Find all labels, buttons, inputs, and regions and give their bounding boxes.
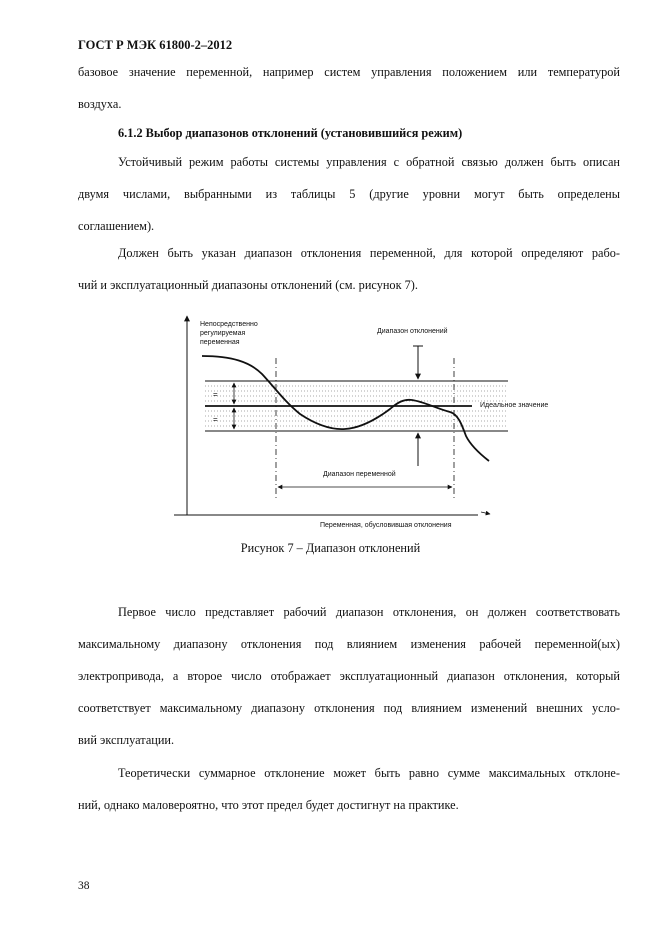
ideal-value-label: Идеальное значение bbox=[480, 402, 549, 409]
equal-mark: = bbox=[213, 390, 218, 399]
page-number: 38 bbox=[78, 880, 90, 892]
document-header: ГОСТ Р МЭК 61800-2–2012 bbox=[78, 38, 233, 52]
text-line: соглашением). bbox=[78, 219, 155, 233]
text-line: двумя числами, выбранными из таблицы 5 (другие уровни могут быть определены bbox=[78, 187, 620, 201]
text-line: Должен быть указан диапазон отклонения переменной, для которой определяют рабо- bbox=[118, 246, 620, 260]
x-axis-arrow bbox=[481, 512, 490, 514]
text-line: Теоретически суммарное отклонение может быть равно сумме максимальных отклоне- bbox=[118, 766, 620, 780]
paragraph-theoretical bbox=[78, 757, 620, 821]
controlled-variable-curve bbox=[202, 356, 489, 461]
text-line: чий и эксплуатационный диапазоны отклонений (см. рисунок 7). bbox=[78, 278, 418, 292]
text-line: вий эксплуатации. bbox=[78, 733, 175, 747]
paragraph-first-number bbox=[78, 596, 620, 756]
figure-caption: Рисунок 7 – Диапазон отклонений bbox=[240, 541, 421, 555]
variable-range-label: Диапазон переменной bbox=[323, 471, 396, 478]
text-line: Устойчивый режим работы системы управления с обратной связью должен быть описан bbox=[118, 155, 620, 169]
y-axis-label-line: переменная bbox=[200, 339, 240, 346]
x-axis-label: Переменная, обусловившая отклонения bbox=[320, 522, 452, 529]
deviation-range-label: Диапазон отклонений bbox=[377, 328, 448, 335]
text-line: электропривода, а второе число отображает эксплуатационный диапазон отклонения, который bbox=[78, 669, 620, 683]
text-line: базовое значение переменной, например систем управления положением или температурой bbox=[78, 65, 620, 79]
y-axis-label-line: регулируемая bbox=[200, 330, 246, 337]
y-axis-label-line: Непосредственно bbox=[200, 321, 258, 328]
section-title: 6.1.2 Выбор диапазонов отклонений (установившийся режим) bbox=[118, 126, 463, 140]
text-line: соответствует максимальному диапазону отклонения под влиянием изменений внешних усло- bbox=[78, 701, 620, 715]
text-line: максимальному диапазону отклонения под влиянием изменения рабочей переменной(ых) bbox=[78, 637, 620, 651]
text-line: воздуха. bbox=[78, 97, 122, 111]
text-line: Первое число представляет рабочий диапазон отклонения, он должен соответствовать bbox=[118, 605, 620, 619]
equal-mark: = bbox=[213, 415, 218, 424]
text-line: ний, однако маловероятно, что этот предел будет достигнут на практике. bbox=[78, 798, 459, 812]
